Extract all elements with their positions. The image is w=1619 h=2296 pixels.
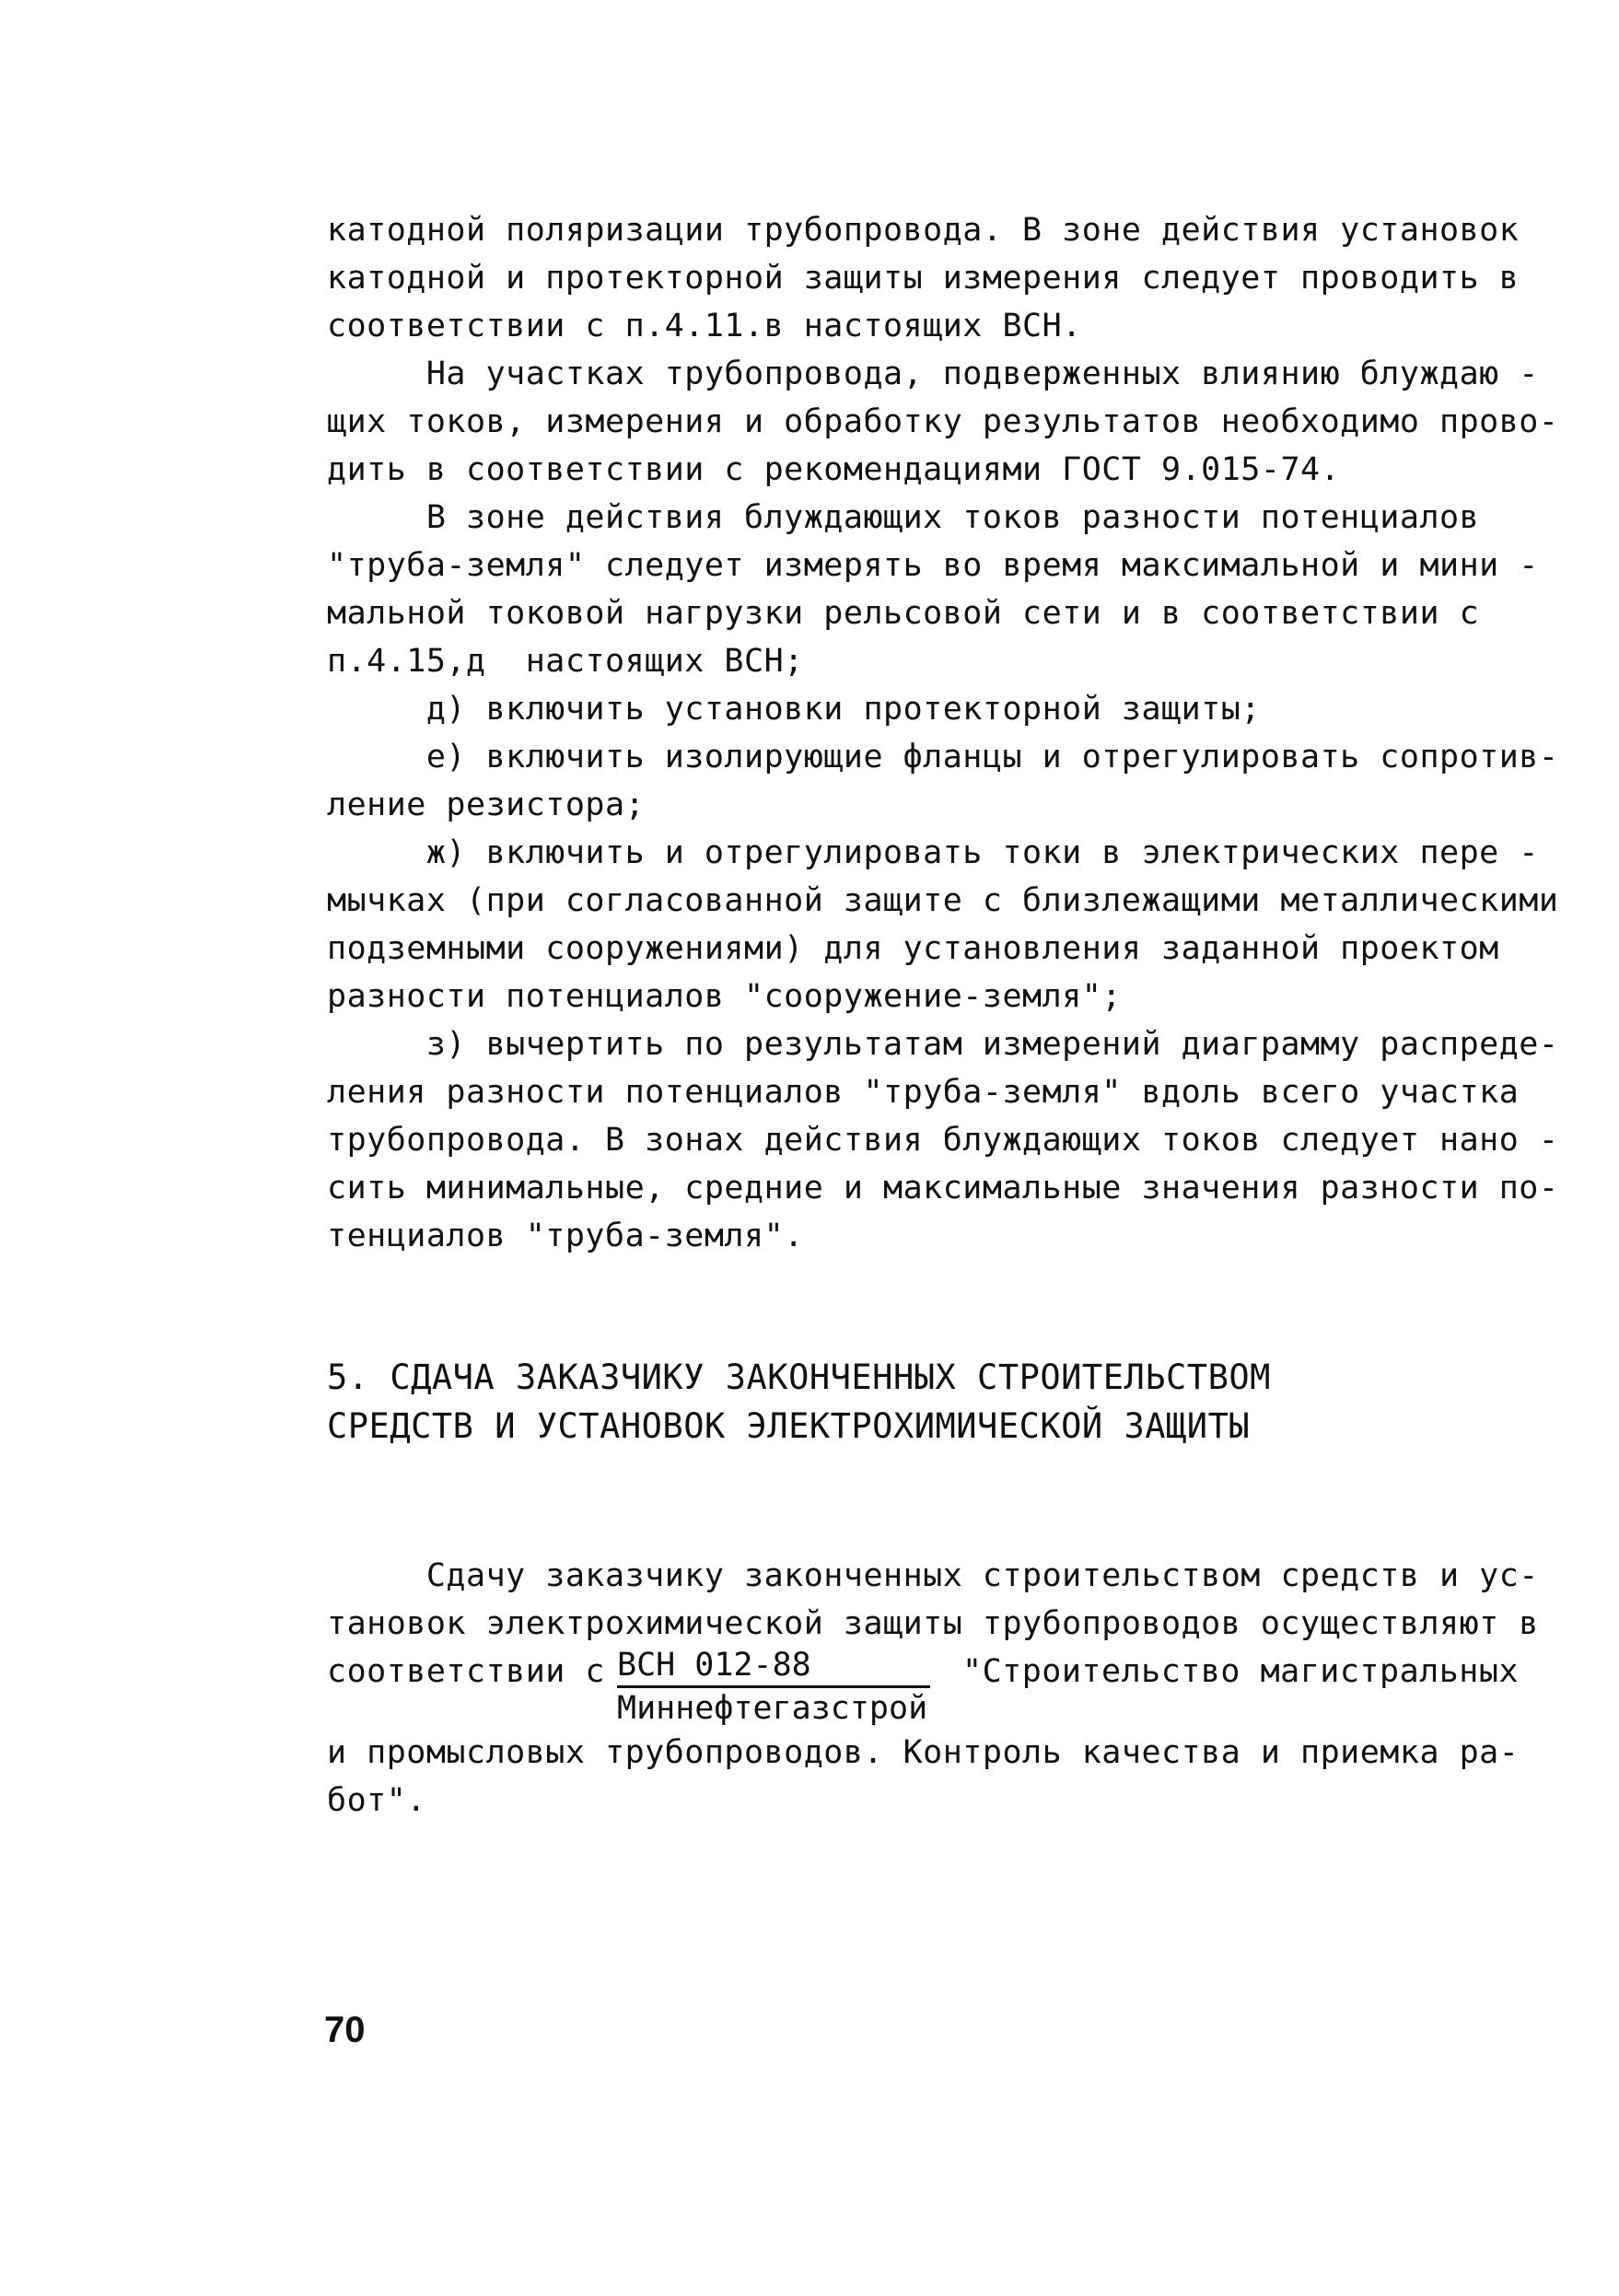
text-line: дить в соответствии с рекомендациями ГОСТ 9.015-74.	[327, 451, 1341, 488]
text-line: е) включить изолирующие фланцы и отрегулировать сопротив-	[327, 739, 1559, 775]
text-line: сить минимальные, средние и максимальные значения разности по-	[327, 1170, 1559, 1206]
text-line: катодной и протекторной защиты измерения следует проводить в	[327, 260, 1520, 297]
text-line: п.4.15,д настоящих ВСН;	[327, 643, 804, 680]
text-line: ления разности потенциалов "труба-земля" вдоль всего участка	[327, 1074, 1520, 1111]
text-line: и промысловых трубопроводов. Контроль качества и приемка ра-	[327, 1734, 1520, 1771]
text-line-prefix: соответствии с	[327, 1653, 606, 1690]
text-line: В зоне действия блуждающих токов разности потенциалов	[327, 499, 1480, 536]
heading-line: СРЕДСТВ И УСТАНОВОК ЭЛЕКТРОХИМИЧЕСКОЙ ЗАЩИТЫ	[327, 1406, 1251, 1446]
text-line-suffix: "Строительство магистральных	[962, 1653, 1520, 1690]
text-line: На участках трубопровода, подверженных влиянию блуждаю -	[327, 355, 1539, 392]
text-line: ж) включить и отрегулировать токи в электрических пере -	[327, 834, 1539, 871]
text-line: трубопровода. В зонах действия блуждающих токов следует нано -	[327, 1122, 1559, 1159]
text-line: разности потенциалов "сооружение-земля";	[327, 978, 1122, 1015]
text-line: катодной поляризации трубопровода. В зоне действия установок	[327, 212, 1520, 249]
text-line: Сдачу заказчику законченных строительством средств и ус-	[327, 1557, 1539, 1594]
text-line: мычках (при согласованной защите с близлежащими металлическими	[327, 882, 1559, 919]
text-line: соответствии с п.4.11.в настоящих ВСН.	[327, 308, 1082, 344]
text-line: тановок электрохимической защиты трубопроводов осуществляют в	[327, 1605, 1539, 1642]
text-line: "труба-земля" следует измерять во время максимальной и мини -	[327, 547, 1539, 584]
document-reference-fraction	[617, 1645, 930, 1729]
text-line: мальной токовой нагрузки рельсовой сети и в соответствии с	[327, 595, 1480, 632]
text-line: бот".	[327, 1782, 426, 1819]
text-line: д) включить установки протекторной защиты;	[327, 691, 1261, 728]
heading-line: 5. СДАЧА ЗАКАЗЧИКУ ЗАКОНЧЕННЫХ СТРОИТЕЛЬСТВОМ	[327, 1358, 1271, 1397]
fraction-denominator: Миннефтегазстрой	[617, 1690, 928, 1727]
text-line: подземными сооружениями) для установления заданной проектом	[327, 930, 1499, 967]
text-line: з) вычертить по результатам измерений диаграмму распреде-	[327, 1026, 1559, 1063]
page-number: 70	[324, 2010, 366, 2050]
text-line: ление резистора;	[327, 787, 646, 823]
text-line: щих токов, измерения и обработку результатов необходимо прово-	[327, 403, 1559, 440]
fraction-numerator: ВСН 012-88	[617, 1645, 930, 1688]
text-line: тенциалов "труба-земля".	[327, 1218, 804, 1254]
